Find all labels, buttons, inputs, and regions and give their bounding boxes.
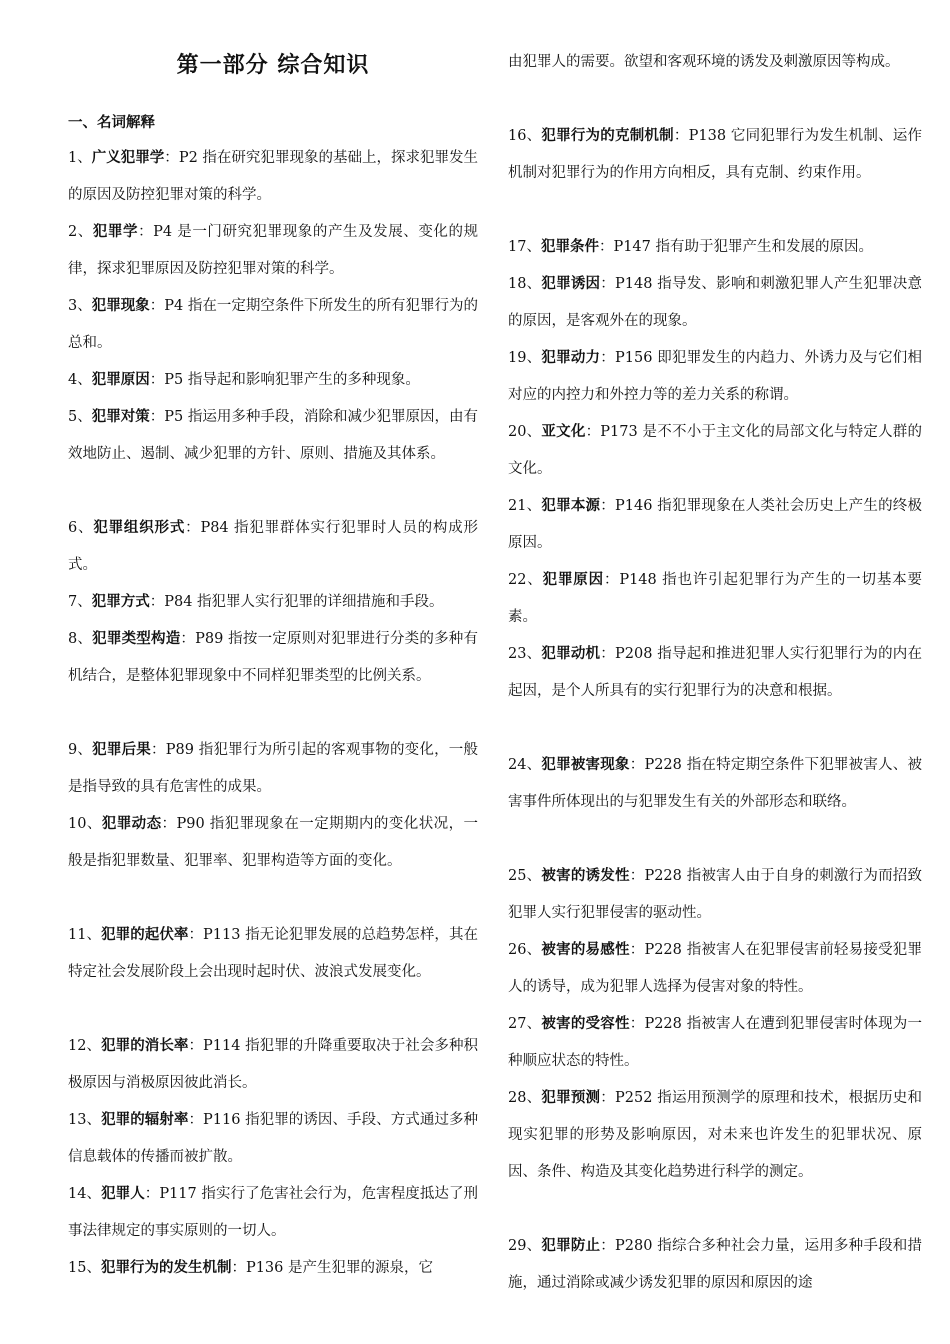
entry-definition: P113 指无论犯罪发展的总趋势怎样，其在特定社会发展阶段上会出现时起时伏、波浪式发展变化。 (68, 927, 479, 980)
entry-number: 15、 (68, 1260, 101, 1276)
entry-definition: P228 指被害人在遭到犯罪侵害时体现为一种顺应状态的特性。 (508, 1016, 923, 1069)
entry-separator: ： (600, 350, 616, 366)
entry-separator: ： (149, 594, 165, 610)
entry-separator: ： (161, 816, 177, 832)
entry-separator: ： (600, 498, 616, 514)
entry-term: 犯罪行为的克制机制 (541, 128, 674, 144)
entry-term: 犯罪防止 (541, 1238, 601, 1254)
entry-separator: ： (185, 520, 201, 536)
entry-term: 犯罪人 (101, 1186, 145, 1202)
entry-definition: P147 指有助于犯罪产生和发展的原因。 (613, 239, 873, 255)
entry-separator: ： (629, 1016, 645, 1032)
entry-definition: P173 是不不小于主文化的局部文化与特定人群的文化。 (508, 424, 923, 477)
entry-term: 犯罪组织形式 (93, 520, 186, 536)
entry-number: 8、 (68, 631, 93, 647)
glossary-entry (508, 488, 922, 562)
entry-separator: ： (151, 742, 166, 758)
glossary-entry (508, 266, 922, 340)
glossary-entry (68, 399, 478, 473)
entry-definition: P280 指综合多种社会力量，运用多种手段和措施，通过消除或减少诱发犯罪的原因和原因的途 (508, 1238, 923, 1291)
entry-number: 16、 (508, 128, 542, 144)
entry-definition: 由犯罪人的需要。欲望和客观环境的诱发及刺激原因等构成。 (508, 54, 900, 70)
entry-number: 20、 (508, 424, 542, 440)
glossary-entry (508, 340, 922, 414)
entry-number: 21、 (508, 498, 542, 514)
glossary-entry (508, 636, 922, 710)
entry-separator: ： (629, 942, 645, 958)
entry-number: 23、 (508, 646, 542, 662)
entry-number: 28、 (508, 1090, 542, 1106)
entry-number: 3、 (68, 298, 92, 314)
entry-number: 4、 (68, 372, 92, 388)
entry-definition: P228 指在特定期空条件下犯罪被害人、被害事件所体现出的与犯罪发生有关的外部形态和联络。 (508, 757, 923, 810)
entry-definition: P146 指犯罪现象在人类社会历史上产生的终极原因。 (508, 498, 923, 551)
entry-definition: P117 指实行了危害社会行为，危害程度抵达了刑事法律规定的事实原则的一切人。 (68, 1186, 479, 1239)
entry-definition: P252 指运用预测学的原理和技术，根据历史和现实犯罪的形势及影响原因，对未来也许发生的犯罪状况、原因、条件、构造及其变化趋势进行科学的测定。 (508, 1090, 923, 1180)
entry-definition: P228 指被害人在犯罪侵害前轻易接受犯罪人的诱导，成为犯罪人选择为侵害对象的特性。 (508, 942, 923, 995)
entry-number: 6、 (68, 520, 94, 536)
entry-separator: ： (149, 409, 165, 425)
entry-number: 24、 (508, 757, 542, 773)
entry-term: 犯罪动力 (541, 350, 601, 366)
glossary-entry (508, 747, 922, 821)
entry-definition: P90 指犯罪现象在一定期期内的变化状况，一般是指犯罪数量、犯罪率、犯罪构造等方面的变化。 (68, 816, 479, 869)
section-heading: 一、名词解释 (68, 115, 155, 131)
entry-definition: P5 指导起和影响犯罪产生的多种现象。 (164, 372, 420, 388)
entry-number: 9、 (68, 742, 93, 758)
entry-term: 犯罪现象 (91, 298, 150, 314)
entry-term: 犯罪学 (92, 224, 139, 240)
entry-term: 犯罪条件 (540, 239, 599, 255)
entry-term: 犯罪动机 (541, 646, 601, 662)
entry-definition: P4 指在一定期空条件下所发生的所有犯罪行为的总和。 (68, 298, 479, 351)
entry-separator: ： (149, 298, 165, 314)
entry-term: 犯罪本源 (541, 498, 601, 514)
entry-separator: ： (180, 631, 196, 647)
entry-term: 犯罪方式 (91, 594, 150, 610)
glossary-entry (68, 510, 478, 584)
entry-separator: ： (600, 276, 616, 292)
entry-term: 犯罪被害现象 (541, 757, 630, 773)
glossary-entry (508, 1006, 922, 1080)
entry-term: 广义犯罪学 (91, 150, 165, 166)
entry-definition: P84 指犯罪群体实行犯罪时人员的构成形式。 (68, 520, 479, 573)
glossary-entry (508, 118, 922, 192)
entry-definition: P156 即犯罪发生的内趋力、外诱力及与它们相对应的内控力和外控力等的差力关系的称谓。 (508, 350, 923, 403)
entry-term: 犯罪动态 (101, 816, 162, 832)
entry-definition: P208 指导起和推进犯罪人实行犯罪行为的内在起因，是个人所具有的实行犯罪行为的决意和根据。 (508, 646, 923, 699)
glossary-entry (68, 1102, 478, 1176)
entry-term: 犯罪原因 (91, 372, 150, 388)
entry-number: 18、 (508, 276, 542, 292)
entry-separator: ： (598, 239, 614, 255)
entry-term: 犯罪原因 (542, 572, 604, 588)
glossary-entry (508, 1080, 922, 1191)
entry-term: 被害的诱发性 (541, 868, 630, 884)
entry-number: 26、 (508, 942, 542, 958)
entry-term: 犯罪的辐射率 (101, 1112, 189, 1128)
glossary-entry (68, 214, 478, 288)
entry-term: 被害的受容性 (541, 1016, 630, 1032)
glossary-entry (508, 562, 922, 636)
entry-separator: ： (673, 128, 689, 144)
entry-definition: P2 指在研究犯罪现象的基础上，探求犯罪发生的原因及防控犯罪对策的科学。 (68, 150, 479, 203)
glossary-entry (508, 414, 922, 488)
entry-definition: P89 指犯罪行为所引起的客观事物的变化，一般是指导致的具有危害性的成果。 (68, 742, 479, 795)
entry-term: 被害的易感性 (541, 942, 630, 958)
entry-number: 29、 (508, 1238, 542, 1254)
entry-separator: ： (600, 1090, 616, 1106)
entry-definition: P148 指导发、影响和刺激犯罪人产生犯罪决意的原因，是客观外在的现象。 (508, 276, 923, 329)
entry-number: 14、 (68, 1186, 102, 1202)
entry-definition: P84 指犯罪人实行犯罪的详细措施和手段。 (164, 594, 444, 610)
entry-term: 犯罪诱因 (541, 276, 601, 292)
entry-separator: ： (149, 372, 165, 388)
entry-number: 25、 (508, 868, 542, 884)
entry-separator: ： (629, 757, 645, 773)
entry-definition: P5 指运用多种手段，消除和减少犯罪原因，由有效地防止、遏制、减少犯罪的方针、原则、措施及其体系。 (68, 409, 479, 462)
entry-separator: ： (629, 868, 645, 884)
entry-term: 犯罪的起伏率 (101, 927, 189, 943)
entry-definition: P116 指犯罪的诱因、手段、方式通过多种信息载体的传播而被扩散。 (68, 1112, 479, 1165)
entry-term: 犯罪预测 (541, 1090, 601, 1106)
entry-separator: ： (188, 1112, 204, 1128)
page-title: 第一部分 综合知识 (176, 53, 370, 78)
entry-separator: ： (585, 424, 601, 440)
glossary-entry (68, 362, 478, 399)
glossary-entry (508, 932, 922, 1006)
entry-separator: ： (600, 1238, 616, 1254)
entry-separator: ： (188, 1038, 204, 1054)
entry-number: 11、 (68, 927, 102, 943)
glossary-entry (68, 584, 478, 621)
entry-term: 犯罪的消长率 (101, 1038, 189, 1054)
glossary-entry (68, 806, 478, 880)
entry-term: 犯罪对策 (91, 409, 150, 425)
entry-separator: ： (600, 646, 616, 662)
entry-separator: ： (138, 224, 154, 240)
entry-definition: P148 指也许引起犯罪行为产生的一切基本要素。 (508, 572, 923, 625)
glossary-entry (68, 621, 478, 695)
glossary-entry (68, 732, 478, 806)
entry-term: 犯罪后果 (92, 742, 151, 758)
entry-number: 17、 (508, 239, 541, 255)
entry-separator: ： (164, 150, 179, 166)
entry-definition: P89 指按一定原则对犯罪进行分类的多种有机结合，是整体犯罪现象中不同样犯罪类型的比例关系。 (68, 631, 479, 684)
entry-separator: ： (231, 1260, 246, 1276)
entry-number: 7、 (68, 594, 92, 610)
entry-number: 5、 (68, 409, 92, 425)
entry-separator: ： (603, 572, 620, 588)
entry-definition: P114 指犯罪的升降重要取决于社会多种积极原因与消极原因彼此消长。 (68, 1038, 479, 1091)
entry-number: 12、 (68, 1038, 102, 1054)
entry-definition: P136 是产生犯罪的源泉，它 (245, 1260, 433, 1276)
entry-definition: P138 它同犯罪行为发生机制、运作机制对犯罪行为的作用方向相反，具有克制、约束作用。 (508, 128, 923, 181)
glossary-entry (68, 1028, 478, 1102)
glossary-entry (68, 917, 478, 991)
entry-number: 1、 (68, 150, 92, 166)
entry-term: 亚文化 (541, 424, 586, 440)
glossary-entry (68, 1250, 478, 1287)
entry-number: 10、 (68, 816, 102, 832)
glossary-entry (508, 1228, 922, 1302)
entry-number: 2、 (68, 224, 93, 240)
glossary-entry (508, 44, 922, 81)
glossary-entry (508, 229, 922, 266)
glossary-entry (68, 288, 478, 362)
entry-definition: P4 是一门研究犯罪现象的产生及发展、变化的规律，探求犯罪原因及防控犯罪对策的科学。 (68, 224, 479, 277)
entry-separator: ： (144, 1186, 160, 1202)
glossary-entry (68, 1176, 478, 1250)
entry-term: 犯罪类型构造 (92, 631, 181, 647)
entry-number: 19、 (508, 350, 542, 366)
entry-number: 22、 (508, 572, 543, 588)
entry-definition: P228 指被害人由于自身的刺激行为而招致犯罪人实行犯罪侵害的驱动性。 (508, 868, 923, 921)
entry-separator: ： (188, 927, 204, 943)
entry-term: 犯罪行为的发生机制 (100, 1260, 232, 1276)
entry-number: 27、 (508, 1016, 542, 1032)
glossary-entry (68, 140, 478, 214)
entry-number: 13、 (68, 1112, 102, 1128)
glossary-entry (508, 858, 922, 932)
